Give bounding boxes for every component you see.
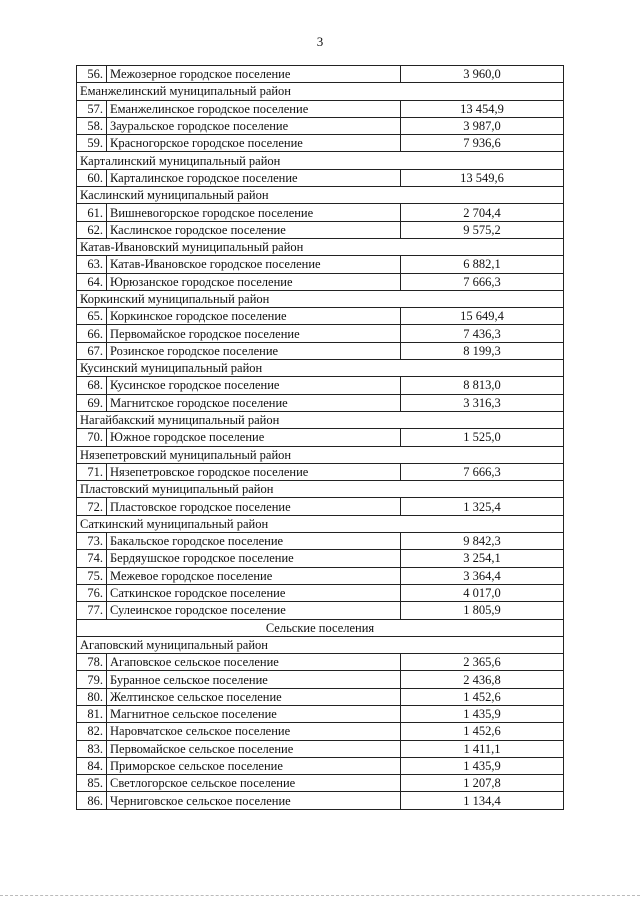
row-number: 62. bbox=[77, 221, 107, 238]
row-number: 56. bbox=[77, 66, 107, 83]
row-number: 78. bbox=[77, 654, 107, 671]
settlement-value: 2 436,8 bbox=[401, 671, 564, 688]
row-number: 82. bbox=[77, 723, 107, 740]
settlement-value: 1 525,0 bbox=[401, 429, 564, 446]
row-number: 57. bbox=[77, 100, 107, 117]
row-number: 69. bbox=[77, 394, 107, 411]
row-number: 70. bbox=[77, 429, 107, 446]
settlement-name: Пластовское городское поселение bbox=[107, 498, 401, 515]
row-number: 86. bbox=[77, 792, 107, 809]
district-name: Кусинский муниципальный район bbox=[77, 360, 564, 377]
settlement-value: 7 666,3 bbox=[401, 463, 564, 480]
settlement-value: 8 813,0 bbox=[401, 377, 564, 394]
table-row bbox=[77, 117, 564, 134]
settlement-value: 3 987,0 bbox=[401, 117, 564, 134]
district-header-row bbox=[77, 152, 564, 169]
row-number: 64. bbox=[77, 273, 107, 290]
table-row bbox=[77, 498, 564, 515]
row-number: 81. bbox=[77, 705, 107, 722]
district-name: Пластовский муниципальный район bbox=[77, 481, 564, 498]
row-number: 61. bbox=[77, 204, 107, 221]
section-title: Сельские поселения bbox=[77, 619, 564, 636]
settlement-name: Розинское городское поселение bbox=[107, 342, 401, 359]
settlement-name: Бердяушское городское поселение bbox=[107, 550, 401, 567]
district-header-row bbox=[77, 636, 564, 653]
district-header-row bbox=[77, 515, 564, 532]
table-row bbox=[77, 740, 564, 757]
row-number: 75. bbox=[77, 567, 107, 584]
table-row bbox=[77, 308, 564, 325]
settlement-value: 4 017,0 bbox=[401, 584, 564, 601]
table-row bbox=[77, 325, 564, 342]
settlement-name: Зауральское городское поселение bbox=[107, 117, 401, 134]
row-number: 73. bbox=[77, 533, 107, 550]
table-row bbox=[77, 342, 564, 359]
settlement-value: 1 207,8 bbox=[401, 775, 564, 792]
settlement-name: Приморское сельское поселение bbox=[107, 757, 401, 774]
settlement-value: 13 549,6 bbox=[401, 169, 564, 186]
table-row bbox=[77, 602, 564, 619]
table-row bbox=[77, 429, 564, 446]
district-name: Каслинский муниципальный район bbox=[77, 187, 564, 204]
row-number: 66. bbox=[77, 325, 107, 342]
table-row bbox=[77, 204, 564, 221]
table-row bbox=[77, 688, 564, 705]
district-name: Саткинский муниципальный район bbox=[77, 515, 564, 532]
table-row bbox=[77, 100, 564, 117]
settlement-name: Желтинское сельское поселение bbox=[107, 688, 401, 705]
table-row bbox=[77, 135, 564, 152]
row-number: 76. bbox=[77, 584, 107, 601]
settlements-table-body bbox=[77, 66, 564, 810]
settlement-value: 15 649,4 bbox=[401, 308, 564, 325]
row-number: 79. bbox=[77, 671, 107, 688]
settlement-value: 3 364,4 bbox=[401, 567, 564, 584]
settlement-value: 1 411,1 bbox=[401, 740, 564, 757]
settlement-name: Межозерное городское поселение bbox=[107, 66, 401, 83]
table-row bbox=[77, 221, 564, 238]
settlement-value: 1 134,4 bbox=[401, 792, 564, 809]
row-number: 83. bbox=[77, 740, 107, 757]
district-header-row bbox=[77, 411, 564, 428]
district-header-row bbox=[77, 83, 564, 100]
settlement-value: 2 704,4 bbox=[401, 204, 564, 221]
district-header-row bbox=[77, 238, 564, 255]
row-number: 74. bbox=[77, 550, 107, 567]
settlement-value: 1 325,4 bbox=[401, 498, 564, 515]
settlement-name: Вишневогорское городское поселение bbox=[107, 204, 401, 221]
district-name: Нязепетровский муниципальный район bbox=[77, 446, 564, 463]
settlement-name: Сулеинское городское поселение bbox=[107, 602, 401, 619]
settlement-name: Наровчатское сельское поселение bbox=[107, 723, 401, 740]
row-number: 84. bbox=[77, 757, 107, 774]
table-row bbox=[77, 533, 564, 550]
settlement-name: Светлогорское сельское поселение bbox=[107, 775, 401, 792]
row-number: 60. bbox=[77, 169, 107, 186]
table-row bbox=[77, 705, 564, 722]
settlement-name: Саткинское городское поселение bbox=[107, 584, 401, 601]
table-row bbox=[77, 584, 564, 601]
settlement-name: Красногорское городское поселение bbox=[107, 135, 401, 152]
settlement-name: Магнитское городское поселение bbox=[107, 394, 401, 411]
settlements-table bbox=[76, 65, 564, 810]
district-header-row bbox=[77, 187, 564, 204]
district-header-row bbox=[77, 446, 564, 463]
settlement-value: 7 936,6 bbox=[401, 135, 564, 152]
settlement-name: Катав-Ивановское городское поселение bbox=[107, 256, 401, 273]
district-name: Карталинский муниципальный район bbox=[77, 152, 564, 169]
settlement-value: 7 666,3 bbox=[401, 273, 564, 290]
district-name: Еманжелинский муниципальный район bbox=[77, 83, 564, 100]
row-number: 67. bbox=[77, 342, 107, 359]
table-row bbox=[77, 377, 564, 394]
row-number: 68. bbox=[77, 377, 107, 394]
settlement-value: 2 365,6 bbox=[401, 654, 564, 671]
settlement-name: Кусинское городское поселение bbox=[107, 377, 401, 394]
row-number: 80. bbox=[77, 688, 107, 705]
table-row bbox=[77, 394, 564, 411]
district-name: Нагайбакский муниципальный район bbox=[77, 411, 564, 428]
table-row bbox=[77, 256, 564, 273]
row-number: 58. bbox=[77, 117, 107, 134]
district-header-row bbox=[77, 290, 564, 307]
settlement-value: 6 882,1 bbox=[401, 256, 564, 273]
settlement-value: 9 575,2 bbox=[401, 221, 564, 238]
settlement-value: 1 805,9 bbox=[401, 602, 564, 619]
settlement-name: Каслинское городское поселение bbox=[107, 221, 401, 238]
district-header-row bbox=[77, 360, 564, 377]
table-row bbox=[77, 169, 564, 186]
settlement-value: 3 316,3 bbox=[401, 394, 564, 411]
settlement-value: 8 199,3 bbox=[401, 342, 564, 359]
row-number: 59. bbox=[77, 135, 107, 152]
settlement-value: 1 435,9 bbox=[401, 757, 564, 774]
table-row bbox=[77, 66, 564, 83]
table-row bbox=[77, 567, 564, 584]
table-row bbox=[77, 671, 564, 688]
settlement-value: 13 454,9 bbox=[401, 100, 564, 117]
row-number: 72. bbox=[77, 498, 107, 515]
table-row bbox=[77, 792, 564, 809]
settlement-name: Южное городское поселение bbox=[107, 429, 401, 446]
settlement-name: Буранное сельское поселение bbox=[107, 671, 401, 688]
settlement-name: Первомайское городское поселение bbox=[107, 325, 401, 342]
section-header-row bbox=[77, 619, 564, 636]
row-number: 71. bbox=[77, 463, 107, 480]
settlement-name: Карталинское городское поселение bbox=[107, 169, 401, 186]
settlement-value: 1 435,9 bbox=[401, 705, 564, 722]
settlement-value: 9 842,3 bbox=[401, 533, 564, 550]
table-row bbox=[77, 654, 564, 671]
row-number: 63. bbox=[77, 256, 107, 273]
settlement-name: Агаповское сельское поселение bbox=[107, 654, 401, 671]
settlement-name: Нязепетровское городское поселение bbox=[107, 463, 401, 480]
settlement-value: 3 254,1 bbox=[401, 550, 564, 567]
table-row bbox=[77, 550, 564, 567]
settlement-value: 7 436,3 bbox=[401, 325, 564, 342]
table-row bbox=[77, 273, 564, 290]
settlement-name: Юрюзанское городское поселение bbox=[107, 273, 401, 290]
settlement-value: 3 960,0 bbox=[401, 66, 564, 83]
row-number: 85. bbox=[77, 775, 107, 792]
page-bottom-edge bbox=[0, 895, 640, 896]
settlement-name: Еманжелинское городское поселение bbox=[107, 100, 401, 117]
table-row bbox=[77, 775, 564, 792]
settlement-value: 1 452,6 bbox=[401, 688, 564, 705]
district-name: Коркинский муниципальный район bbox=[77, 290, 564, 307]
district-header-row bbox=[77, 481, 564, 498]
settlement-name: Черниговское сельское поселение bbox=[107, 792, 401, 809]
settlement-name: Межевое городское поселение bbox=[107, 567, 401, 584]
settlement-value: 1 452,6 bbox=[401, 723, 564, 740]
table-row bbox=[77, 463, 564, 480]
settlement-name: Коркинское городское поселение bbox=[107, 308, 401, 325]
district-name: Катав-Ивановский муниципальный район bbox=[77, 238, 564, 255]
settlement-name: Магнитное сельское поселение bbox=[107, 705, 401, 722]
table-row bbox=[77, 723, 564, 740]
table-row bbox=[77, 757, 564, 774]
row-number: 65. bbox=[77, 308, 107, 325]
settlement-name: Бакальское городское поселение bbox=[107, 533, 401, 550]
page-number: 3 bbox=[316, 34, 324, 49]
settlement-name: Первомайское сельское поселение bbox=[107, 740, 401, 757]
row-number: 77. bbox=[77, 602, 107, 619]
district-name: Агаповский муниципальный район bbox=[77, 636, 564, 653]
